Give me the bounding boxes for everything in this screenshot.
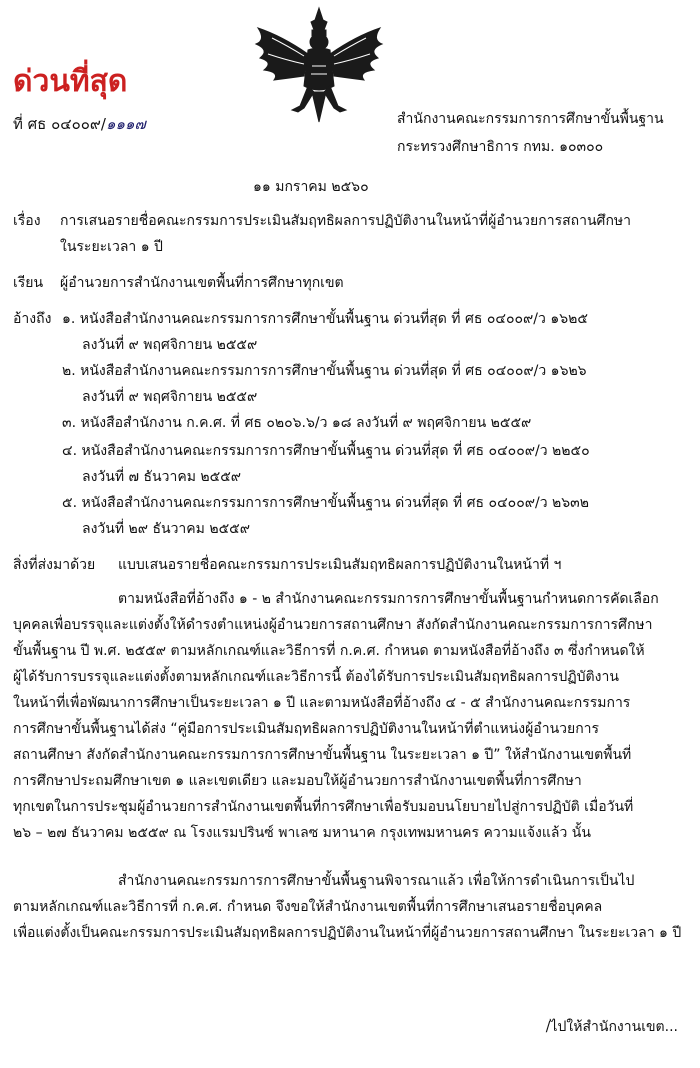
paragraph-line: ตามหนังสือที่อ้างถึง ๑ - ๒ สำนักงานคณะกรรมการการศึกษาขั้นพื้นฐานกำหนดการคัดเลือก — [118, 591, 659, 607]
paragraph-line: ๒๖ – ๒๗ ธันวาคม ๒๕๕๙ ณ โรงแรมปรินซ์ พาเลซ มหานาค กรุงเทพมหานคร ความแจ้งแล้ว นั้น — [13, 825, 591, 841]
paragraph-line: การศึกษาประถมศึกษาเขต ๑ และเขตเดียว และมอบให้ผู้อำนวยการสำนักงานเขตพื้นที่การศึกษา — [13, 773, 582, 789]
body-paragraph-2 — [13, 868, 685, 946]
subject-label: เรื่อง — [13, 213, 41, 229]
paragraph-line: ตามหลักเกณฑ์และวิธีการที่ ก.ค.ศ. กำหนด จึงขอให้สำนักงานเขตพื้นที่การศึกษาเสนอรายชื่อบุคคล — [13, 899, 603, 915]
paragraph-line: ขั้นพื้นฐาน ปี พ.ศ. ๒๕๕๙ ตามหลักเกณฑ์และวิธีการที่ ก.ค.ศ. กำหนด ตามหนังสือที่อ้างถึง ๓ ซึ่งกำหนดให้ — [13, 643, 645, 659]
reference-item: ๓. หนังสือสำนักงาน ก.ค.ศ. ที่ ศธ ๐๒๐๖.๖/ว ๑๘ ลงวันที่ ๙ พฤศจิกายน ๒๕๕๙ — [62, 415, 532, 431]
document-number — [13, 112, 146, 136]
paragraph-line: ทุกเขตในการประชุมผู้อำนวยการสำนักงานเขตพื้นที่การศึกษาเพื่อรับมอบนโยบายไปสู่การปฏิบัติ เมื่อวันที่ — [13, 799, 634, 815]
document-number-handwritten: ๑๑๑๗ — [105, 115, 146, 133]
reference-item-date: ลงวันที่ ๗ ธันวาคม ๒๕๕๙ — [82, 469, 242, 485]
paragraph-line: ในหน้าที่เพื่อพัฒนาการศึกษาเป็นระยะเวลา ๑ ปี และตามหนังสือที่อ้างถึง ๔ - ๕ สำนักงานคณะกรรมการ — [13, 695, 631, 711]
issuing-office: สำนักงานคณะกรรมการการศึกษาขั้นพื้นฐาน — [397, 111, 664, 127]
reference-item-date: ลงวันที่ ๙ พฤศจิกายน ๒๕๕๙ — [82, 389, 258, 405]
issuing-ministry-address: กระทรวงศึกษาธิการ กทม. ๑๐๓๐๐ — [397, 139, 604, 155]
reference-item-date: ลงวันที่ ๙ พฤศจิกายน ๒๕๕๙ — [82, 337, 258, 353]
continuation-note: /ไปให้สำนักงานเขต... — [545, 1019, 678, 1035]
references-label: อ้างถึง — [13, 311, 52, 327]
subject-line-2: ในระยะเวลา ๑ ปี — [60, 239, 163, 255]
reference-item: ๕. หนังสือสำนักงานคณะกรรมการการศึกษาขั้นพื้นฐาน ด่วนที่สุด ที่ ศธ ๐๔๐๐๙/ว ๒๖๓๒ — [62, 495, 589, 511]
paragraph-line: บุคคลเพื่อบรรจุและแต่งตั้งให้ดำรงตำแหน่งผู้อำนวยการสถานศึกษา สังกัดสำนักงานคณะกรรมการการศึกษา — [13, 617, 653, 633]
enclosure-label: สิ่งที่ส่งมาด้วย — [13, 557, 96, 573]
reference-item-date: ลงวันที่ ๒๙ ธันวาคม ๒๕๕๙ — [82, 521, 251, 537]
enclosure-text: แบบเสนอรายชื่อคณะกรรมการประเมินสัมฤทธิผลการปฏิบัติงานในหน้าที่ ฯ — [118, 557, 562, 573]
salutation-recipient: ผู้อำนวยการสำนักงานเขตพื้นที่การศึกษาทุกเขต — [60, 275, 344, 291]
reference-item: ๒. หนังสือสำนักงานคณะกรรมการการศึกษาขั้นพื้นฐาน ด่วนที่สุด ที่ ศธ ๐๔๐๐๙/ว ๑๖๒๖ — [62, 363, 587, 379]
subject-line-1: การเสนอรายชื่อคณะกรรมการประเมินสัมฤทธิผลการปฏิบัติงานในหน้าที่ผู้อำนวยการสถานศึกษา — [60, 213, 632, 229]
paragraph-line: ผู้ได้รับการบรรจุและแต่งตั้งตามหลักเกณฑ์และวิธีการนี้ ต้องได้รับการประเมินสัมฤทธิผลการปฏิบัติงาน — [13, 669, 619, 685]
reference-item: ๔. หนังสือสำนักงานคณะกรรมการการศึกษาขั้นพื้นฐาน ด่วนที่สุด ที่ ศธ ๐๔๐๐๙/ว ๒๒๕๐ — [62, 443, 590, 459]
paragraph-line: เพื่อแต่งตั้งเป็นคณะกรรมการประเมินสัมฤทธิผลการปฏิบัติงานในหน้าที่ผู้อำนวยการสถานศึกษา ในระยะเวลา ๑ ปี — [13, 925, 682, 941]
document-number-prefix: ที่ ศธ ๐๔๐๐๙/ — [13, 115, 106, 133]
paragraph-line: สำนักงานคณะกรรมการการศึกษาขั้นพื้นฐานพิจารณาแล้ว เพื่อให้การดำเนินการเป็นไป — [118, 873, 635, 889]
document-date: ๑๑ มกราคม ๒๕๖๐ — [253, 179, 369, 195]
paragraph-line: การศึกษาขั้นพื้นฐานได้ส่ง “คู่มือการประเมินสัมฤทธิผลการปฏิบัติงานในหน้าที่ตำแหน่งผู้อำนวยการ — [13, 721, 600, 737]
reference-item: ๑. หนังสือสำนักงานคณะกรรมการการศึกษาขั้นพื้นฐาน ด่วนที่สุด ที่ ศธ ๐๔๐๐๙/ว ๑๖๒๕ — [62, 311, 588, 327]
urgency-stamp: ด่วนที่สุด — [13, 64, 128, 99]
paragraph-line: สถานศึกษา สังกัดสำนักงานคณะกรรมการการศึกษาขั้นพื้นฐาน ในระยะเวลา ๑ ปี” ให้สำนักงานเขตพื้นที่ — [13, 747, 632, 763]
body-paragraph-1 — [13, 586, 685, 846]
garuda-emblem-icon — [252, 6, 386, 124]
salutation-label: เรียน — [13, 275, 44, 291]
